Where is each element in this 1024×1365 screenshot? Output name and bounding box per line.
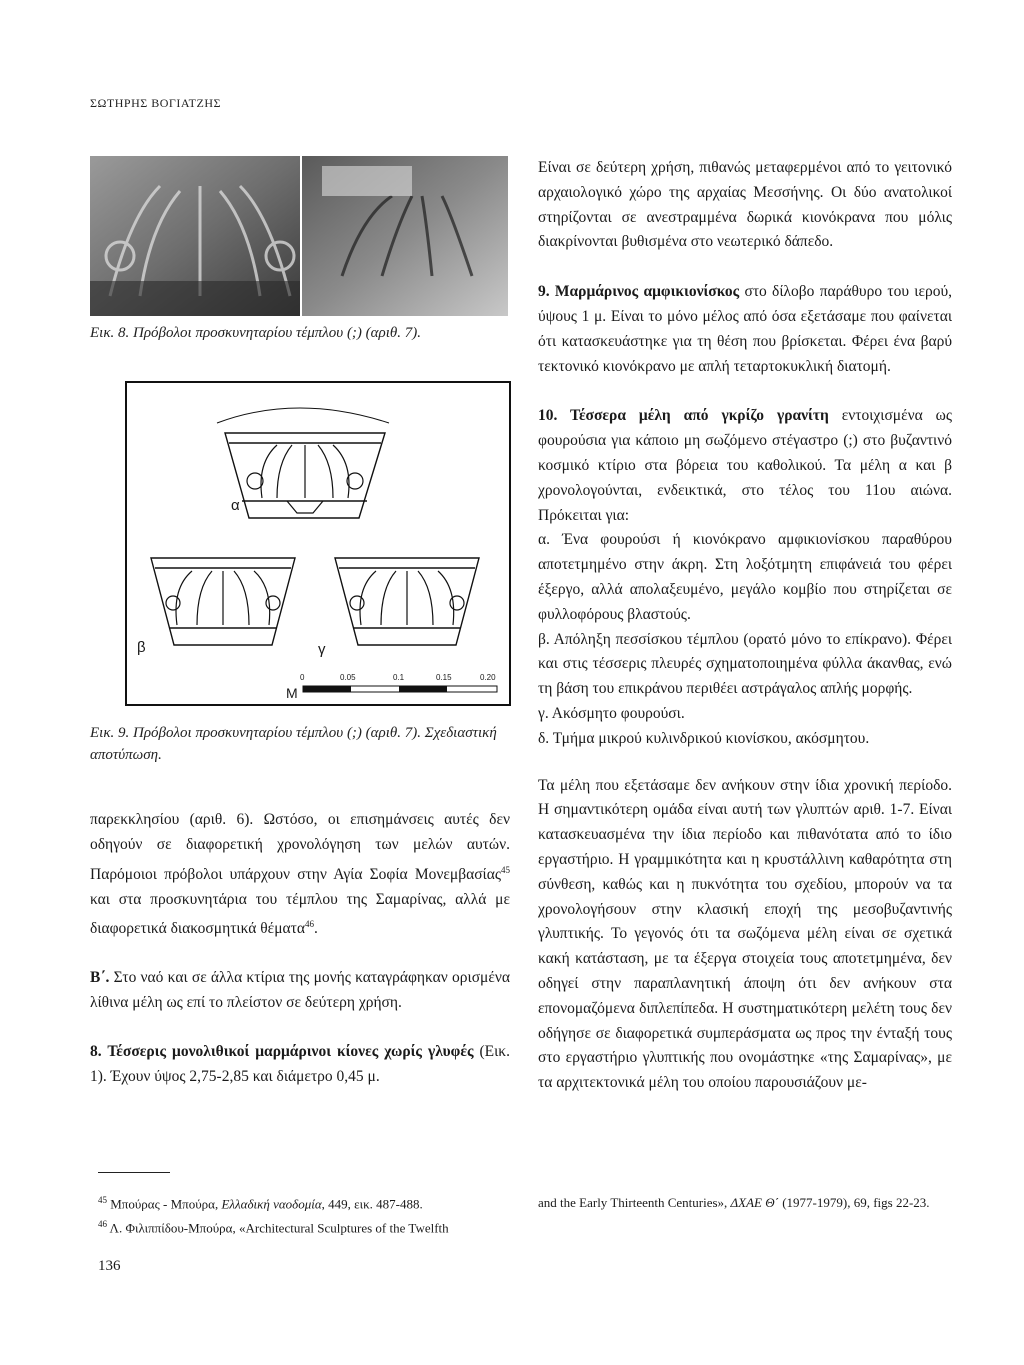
scale-tick-0: 0	[300, 673, 305, 682]
scale-tick-4: 0.20	[480, 673, 496, 682]
right-item-d: δ. Τμήμα μικρού κυλινδρικού κιονίσκου, ακόσμητου.	[538, 729, 870, 747]
right-paragraph-2: 9. Μαρμάρινος αμφικιονίσκος στο δίλοβο παράθυρο του ιερού, ύψους 1 μ. Είναι το μόνο μέλος από όσα εξετάσαμε που φαίνεται ότι κατασκευάστηκε για τη θέση που βρίσκεται. Φέρει ένα βαρύ τεκτονικό κιονόκρανο με απλή τεταρτοκυκλική διατομή.	[538, 283, 952, 375]
right-column	[538, 156, 952, 1096]
label-b: β	[137, 639, 146, 656]
capital-b-drawing	[151, 558, 295, 645]
footnote-continuation: and the Early Thirteenth Centuries», ΔΧΑΕ Θ΄ (1977-1979), 69, figs 22-23.	[538, 1195, 930, 1210]
right-paragraph-4: Τα μέλη που εξετάσαμε δεν ανήκουν στην ίδια χρονική περίοδο. Η σημαντικότερη ομάδα είναι αυτή των γλυπτών αριθ. 1-7. Είναι κατασκευασμένα την ίδια περίοδο και πιθανότατα από το ίδιο εργαστήριο. Η γραμμικότητα και η κρυστάλλινη καθαρότητα στη σύνθεση, καθώς και η πυκνότητα του σχεδίου, μπορούν να τα χρονολογήσουν στην κλασική εποχή της μεσοβυζαντινής γλυπτικής. Το γεγονός ότι τα σωζόμενα μέλη είναι σε σχετικά κακή κατάσταση, με τα έξεργα στοιχεία τους αποτετμημένα, δεν οδηγεί στην παραπλανητική άποψη ότι δεν ανήκουν στα επονομαζόμενα διπλεπίπεδα. Η συστηματικότερη μελέτη τους δεν οδήγησε σε διαφορετικά συμπεράσματα ως προς την ένταξή τους στο εργαστήριο γλυπτικής που ονομάστηκε «της Σαμαρίνας», με τα αρχιτεκτονικά μέλη του οποίου παρουσιάζουν με-	[538, 776, 952, 1092]
right-paragraph-1: Είναι σε δεύτερη χρήση, πιθανώς μεταφερμένοι από το γειτονικό αρχαιολογικό χώρο της αρχαίας Μεσσήνης. Οι δύο ανατολικοί στηρίζονται σε ανεστραμμένα δωρικά κιονόκρανα που μόλις διακρίνονται βυθισμένα στο νεωτερικό δάπεδο.	[538, 159, 952, 251]
figure-8-caption: Εικ. 8. Πρόβολοι προσκυνηταρίου τέμπλου (;) (αριθ. 7).	[90, 325, 422, 341]
scale-tick-1: 0.05	[340, 673, 356, 682]
figure-9-drawing	[125, 381, 511, 706]
scale-tick-3: 0.15	[436, 673, 452, 682]
right-item-b: β. Απόληξη πεσσίσκου τέμπλου (ορατό μόνο το επίκρανο). Φέρει και στις τέσσερις πλευρές σχηματοποιημένα φύλλα άκανθας, ενώ τη βάση του επικράνου περιθέει αστράγαλος απλής μορφής.	[538, 630, 952, 698]
footnote-46: $^{46}$ Λ. Φιλιππίδου-Μπούρα, «Architectural Sculptures of the Twelfth	[98, 1219, 449, 1236]
footnote-rule-left	[98, 1172, 170, 1173]
capital-g-drawing	[335, 558, 479, 645]
figure-9-caption: Εικ. 9. Πρόβολοι προσκυνηταρίου τέμπλου (;) (αριθ. 7). Σχεδιαστική αποτύπωση.	[90, 725, 497, 763]
right-item-a: α. Ένα φουρούσι ή κιονόκρανο αμφικιονίσκου παραθύρου αποτετμημένο στην άκρη. Στη λοξότμητη επιφάνειά του φέρει έξεργο, αλλά απολαξευμένο, μεγάλο κομβίο που στηρίζεται σε φυλλοφόρους βλαστούς.	[538, 531, 952, 623]
photo-right	[302, 156, 508, 316]
footnote-ref-46[interactable]: 46	[304, 919, 314, 930]
right-paragraph-3: 10. Τέσσερα μέλη από γκρίζο γρανίτη εντοιχισμένα ως φουρούσια για κάποιο μη σωζόμενο στέγαστρο (;) στο βυζαντινό κοσμικό κτίριο στα βόρεια του καθολικού. Τα μέλη α και β χρονολογούνται, ενδεικτικά, στο τέλος του 11ου αιώνα. Πρόκειται για:	[538, 407, 953, 524]
left-paragraph-1: παρεκκλησίου (αριθ. 6). Ωστόσο, οι επισημάνσεις αυτές δεν οδηγούν σε διαφορετική χρονολόγηση των μελών αυτών. Παρόμοιοι πρόβολοι υπάρχουν στην Αγία Σοφία Μονεμβασίας$^{45}$ και στα προσκυνητάρια του τέμπλου της Σαμαρίνας, αλλά με διαφορετικά διακοσμητικά θέματα$^{46}$.	[90, 811, 510, 938]
right-item-g: γ. Ακόσμητο φουρούσι.	[538, 704, 685, 722]
footnote-ref-45[interactable]: 45	[501, 864, 510, 875]
label-g: γ	[318, 641, 326, 658]
left-paragraph-2: Β΄. Στο ναό και σε άλλα κτίρια της μονής καταγράφηκαν ορισμένα λίθινα μέλη ως επί το πλείστον σε δεύτερη χρήση.	[90, 969, 510, 1012]
scale-bar	[303, 686, 497, 692]
capital-a-drawing	[217, 408, 389, 518]
scale-unit: M	[286, 685, 298, 701]
left-paragraph-3: 8. Τέσσερις μονολιθικοί μαρμάρινοι κίονες χωρίς γλυφές (Εικ. 1). Έχουν ύψος 2,75-2,85 και διάμετρο 0,45 μ.	[90, 1042, 510, 1085]
photo-left	[90, 156, 300, 316]
scale-tick-2: 0.1	[393, 673, 405, 682]
running-header: ΣΩΤΗΡΗΣ ΒΟΓΙΑΤΖΗΣ	[90, 96, 221, 110]
figure-8-photos	[90, 156, 508, 316]
footnote-45: $^{45}$ Μπούρας - Μπούρα, Ελλαδική ναοδομία, 449, εικ. 487-488.	[98, 1195, 423, 1212]
page-number: 136	[98, 1258, 121, 1274]
left-column	[90, 808, 510, 1089]
label-a: α	[231, 497, 240, 514]
footnotes-left	[98, 1190, 518, 1239]
